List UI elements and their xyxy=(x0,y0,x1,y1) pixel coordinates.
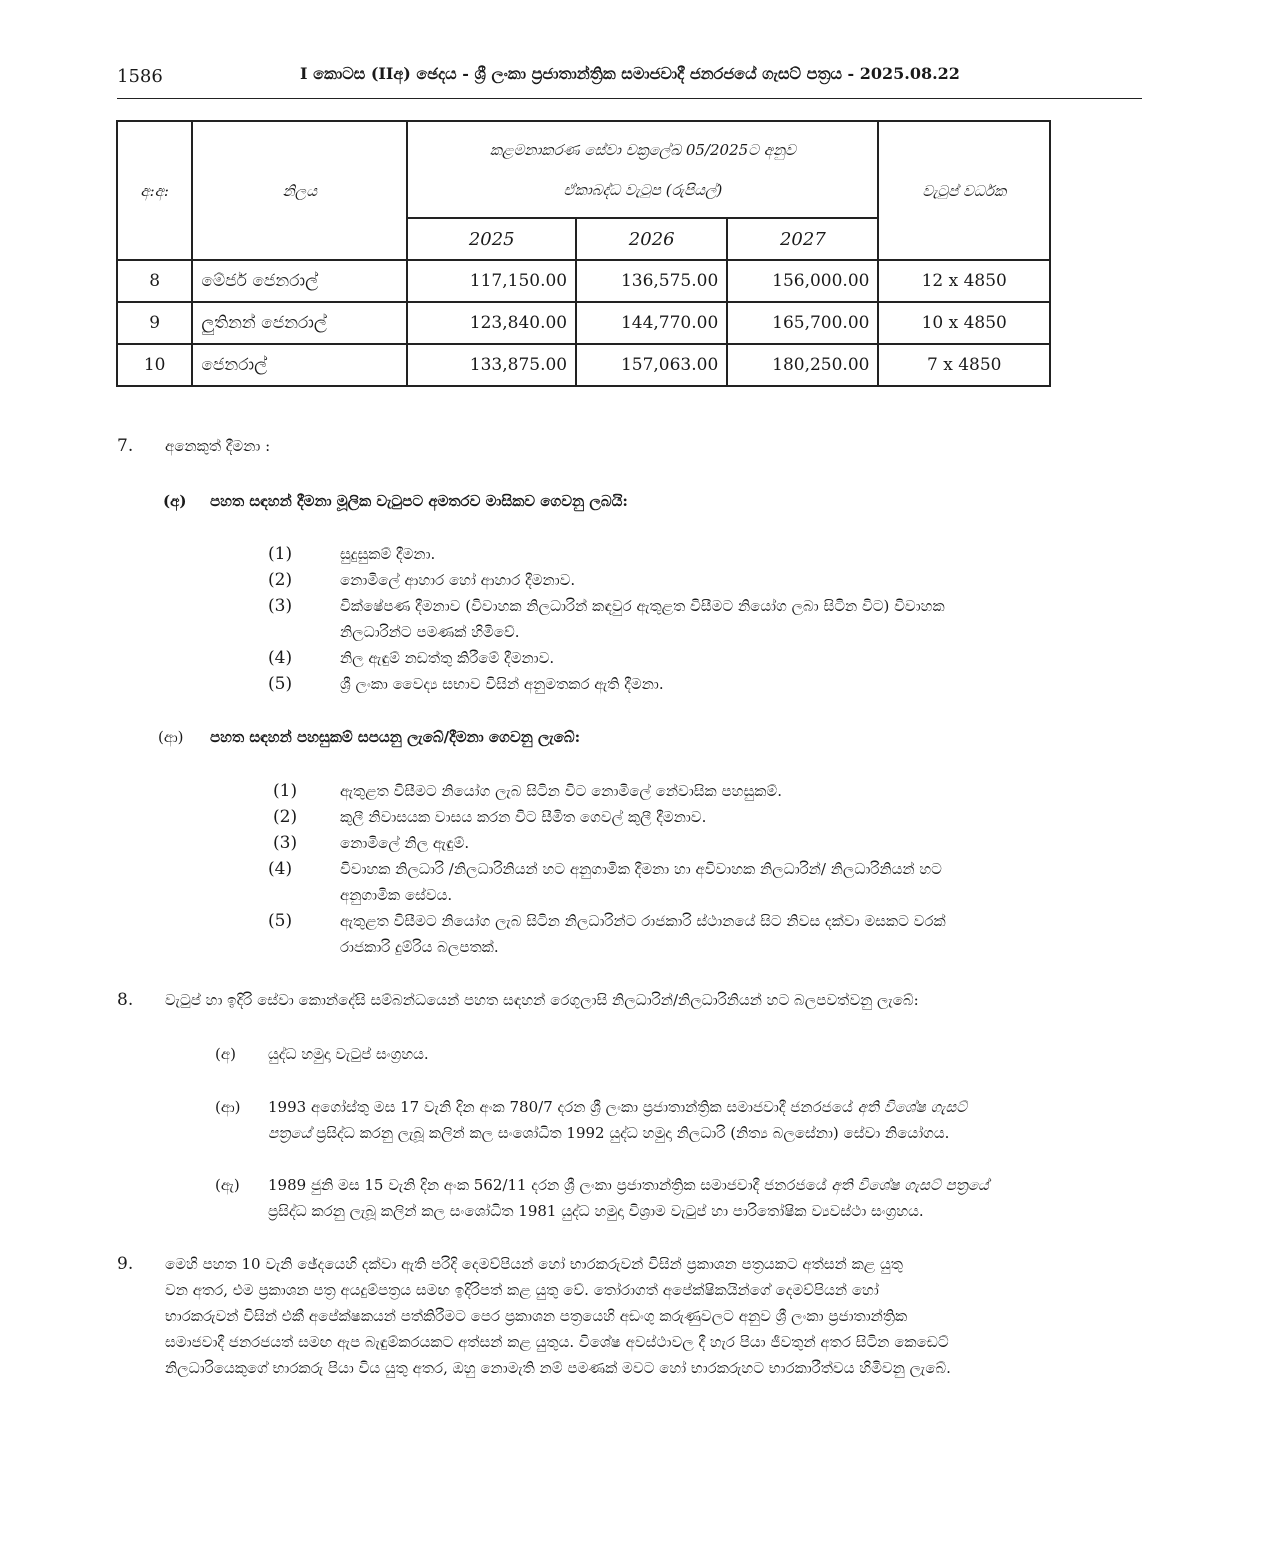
list-item-cont: අනුගාමික සේවය. xyxy=(340,886,453,904)
list-item: ඇතුළත විසීමට නියෝග ලැබ සිටින නිලධාරින්ට රාජකාරි ස්ථානයේ සිට නිවස දක්වා මසකට වරක් xyxy=(340,912,946,930)
row-salary-2027: 156,000.00 xyxy=(727,260,878,302)
list-item: ශ්‍රී ලංකා වෛද්‍ය සභාව විසින් අනුමතකර ඇති දීමනා. xyxy=(340,675,664,693)
col-header-no: අ:අ: xyxy=(117,121,192,260)
list-item-cont: රාජකාරි දුම්රිය බලපතක්. xyxy=(340,938,499,956)
s9-line: සමාජවාදී ජනරජයත් සමඟ ඇප බැඳුම්කරයකට අත්සන් කළ යුතුය. විශේෂ අවස්ථාවල දී හැර පියා ජීවතුන් අතර සිටින කෙඩෙට් xyxy=(165,1333,949,1351)
list-number: (1) xyxy=(273,781,298,801)
s8a-text: යුද්ධ හමුදා වැටුප් සංග්‍රහය. xyxy=(268,1045,429,1063)
list-item-cont: නිලධාරින්ට පමණක් හිමිවේ. xyxy=(340,623,520,641)
s8c-line1-italic: අති විශේෂ ගැසට් පත්‍රයේ xyxy=(831,1176,989,1194)
table-row xyxy=(117,302,1050,344)
row-no: 9 xyxy=(117,302,192,344)
row-rank: ලුතිනන් ජෙනරාල් xyxy=(192,302,407,344)
list-number: (5) xyxy=(268,674,293,694)
list-number: (3) xyxy=(268,596,293,616)
s7a-text: පහත සඳහන් දීමනා මූලික වැටුපට අමතරව මාසිකව ගෙවනු ලබයි: xyxy=(210,492,628,510)
section-8-number: 8. xyxy=(117,990,134,1010)
s9-line: නිලධාරියෙකුගේ භාරකරු පියා විය යුතු අතර, ඔහු නොමැති නම් පමණක් මවට හෝ භාරකරුහට භාරකාරීත්වය හිමිවනු ලැබේ. xyxy=(165,1359,951,1377)
table-row xyxy=(117,344,1050,386)
s8a-label: (අ) xyxy=(215,1045,236,1063)
s9-line: මෙහි පහත 10 වැනි ඡේදයෙහි දක්වා ඇති පරිදි දෙමව්පියන් හෝ භාරකරුවන් විසින් ප්‍රකාශන පත්‍රයකට අත්සන් කළ යුතු xyxy=(165,1255,903,1273)
section-7-number: 7. xyxy=(117,436,134,456)
col-header-salary xyxy=(407,121,878,218)
list-item: ඇතුළත විසීමට නියෝග ලැබ සිටින විට නොමිලේ නේවාසික පහසුකම්. xyxy=(340,782,782,800)
salary-header-line2: ඒකාබද්ධ වැටුප (රුපියල්) xyxy=(563,180,723,199)
s8c-line2: ප්‍රසිද්ධ කරනු ලැබූ කලින් කල සංශෝධිත 1981 යුද්ධ හමුදා විශ්‍රාම වැටුප් හා පාරිතෝෂික ව්‍යවස්ථා සංග්‍රහය. xyxy=(268,1202,924,1220)
s7b-text: පහත සඳහන් පහසුකම් සපයනු ලැබේ/දීමනා ගෙවනු ලැබේ: xyxy=(210,728,581,746)
s8c-line1-text: 1989 ජුනි මස 15 වැනි දින අංක 562/11 දරන ශ්‍රී ලංකා ප්‍රජාතාන්ත්‍රික සමාජවාදී ජනරජයේ xyxy=(268,1176,832,1194)
header-rule xyxy=(117,98,1142,99)
s7a-label: (අ) xyxy=(163,492,187,510)
list-item: වික්ෂේපණ දීමනාව (විවාහක නිලධාරින් කඳවුර ඇතුළත විසීමට නියෝග ලබා සිටින විට) විවාහක xyxy=(340,597,945,615)
row-no: 8 xyxy=(117,260,192,302)
s8b-line2-italic: පත්‍රයේ xyxy=(268,1124,312,1142)
s8b-line1-italic: අති විශේෂ ගැසට් xyxy=(857,1098,967,1116)
row-rank: ජෙනරාල් xyxy=(192,344,407,386)
row-salary-2027: 165,700.00 xyxy=(727,302,878,344)
s7b-label: (ආ) xyxy=(158,728,184,746)
list-item: සුදුසුකම් දීමනා. xyxy=(340,545,436,563)
row-increment: 12 x 4850 xyxy=(878,260,1050,302)
s8c-line1 xyxy=(268,1172,989,1198)
s9-line: වන අතර, එම ප්‍රකාශන පත්‍ර අයදුම්පත්‍රය සමඟ ඉදිරිපත් කළ යුතු වේ. තෝරාගත් අපේක්ෂිකයින්ගේ දෙමව්පියන් හෝ xyxy=(165,1281,879,1299)
list-item: නොමිලේ ආහාර හෝ ආහාර දීමනාව. xyxy=(340,571,576,589)
list-number: (2) xyxy=(268,570,293,590)
list-item: නිල ඇඳුම් නඩත්තු කිරීමේ දීමනාව. xyxy=(340,649,555,667)
s8b-label: (ආ) xyxy=(215,1098,241,1116)
year-header: 2027 xyxy=(727,218,878,260)
s8c-label: (ඇ) xyxy=(215,1176,240,1194)
s8b-line2 xyxy=(268,1120,949,1146)
section-8-text: වැටුප් හා ඉදිරි සේවා කොන්දේසි සම්බන්ධයෙන් පහත සඳහන් රෙගුලාසි නිලධාරින්/නිලධාරිනියන් හට බලපවත්වනු ලැබේ: xyxy=(165,991,919,1009)
gazette-title: I කොටස (IIඅ) ඡෙදය - ශ්‍රී ලංකා ප්‍රජාතාන්ත්‍රික සමාජවාදී ජනරජයේ ගැසට් පත්‍රය - 2025.08.22 xyxy=(300,64,960,83)
row-salary-2027: 180,250.00 xyxy=(727,344,878,386)
row-salary-2025: 133,875.00 xyxy=(407,344,576,386)
page-number: 1586 xyxy=(117,66,163,87)
row-no: 10 xyxy=(117,344,192,386)
year-header: 2026 xyxy=(576,218,727,260)
row-increment: 7 x 4850 xyxy=(878,344,1050,386)
row-salary-2025: 123,840.00 xyxy=(407,302,576,344)
row-rank: මේජර් ජෙනරාල් xyxy=(192,260,407,302)
list-number: (4) xyxy=(268,859,293,879)
s8b-line1-text: 1993 අගෝස්තු මස 17 වැනි දින අංක 780/7 දරන ශ්‍රී ලංකා ප්‍රජාතාන්ත්‍රික සමාජවාදී ජනරජයේ xyxy=(268,1098,858,1116)
row-salary-2026: 136,575.00 xyxy=(576,260,727,302)
row-salary-2026: 157,063.00 xyxy=(576,344,727,386)
row-increment: 10 x 4850 xyxy=(878,302,1050,344)
section-7-title: අනෙකුත් දීමනා : xyxy=(165,437,271,455)
row-salary-2025: 117,150.00 xyxy=(407,260,576,302)
table-row xyxy=(117,260,1050,302)
list-item: නොමිලේ නිල ඇඳුම්. xyxy=(340,834,470,852)
s8b-line2-text: ප්‍රසිද්ධ කරනු ලැබූ කලින් කල සංශෝධිත 1992 යුද්ධ හමුදා නිලධාරි (නිත්‍ය බලසේනා) සේවා නියෝගය. xyxy=(311,1124,950,1142)
list-item: විවාහක නිලධාරි /නිලධාරිනියන් හට අනුගාමික දීමනා හා අවිවාහක නිලධාරින්/ නිලධාරිනියන් හට xyxy=(340,860,942,878)
col-header-rank: නිලය xyxy=(192,121,407,260)
col-header-increment: වැටුප් වර්ධක xyxy=(878,121,1050,260)
list-item: කුලී නිවාසයක වාසය කරන විට සීමිත ගෙවල් කුලී දීමනාව. xyxy=(340,808,707,826)
section-9-number: 9. xyxy=(117,1254,134,1274)
list-number: (1) xyxy=(268,544,293,564)
year-header: 2025 xyxy=(407,218,576,260)
s8b-line1 xyxy=(268,1094,967,1120)
list-number: (5) xyxy=(268,911,293,931)
salary-table xyxy=(116,120,1051,387)
salary-header-line1: කළමනාකරණ සේවා චක්‍රලේඛ 05/2025ට අනුව xyxy=(489,140,796,159)
row-salary-2026: 144,770.00 xyxy=(576,302,727,344)
list-number: (3) xyxy=(273,833,298,853)
s9-line: භාරකරුවන් විසින් එකී අපේක්ෂකයන් පත්කිරීමට පෙර ප්‍රකාශන පත්‍රයෙහි අඩංගු කරුණුවලට අනුව ශ්‍රී ලංකා ප්‍රජාතාන්ත්‍රික xyxy=(165,1307,908,1325)
list-number: (4) xyxy=(268,648,293,668)
list-number: (2) xyxy=(273,807,298,827)
